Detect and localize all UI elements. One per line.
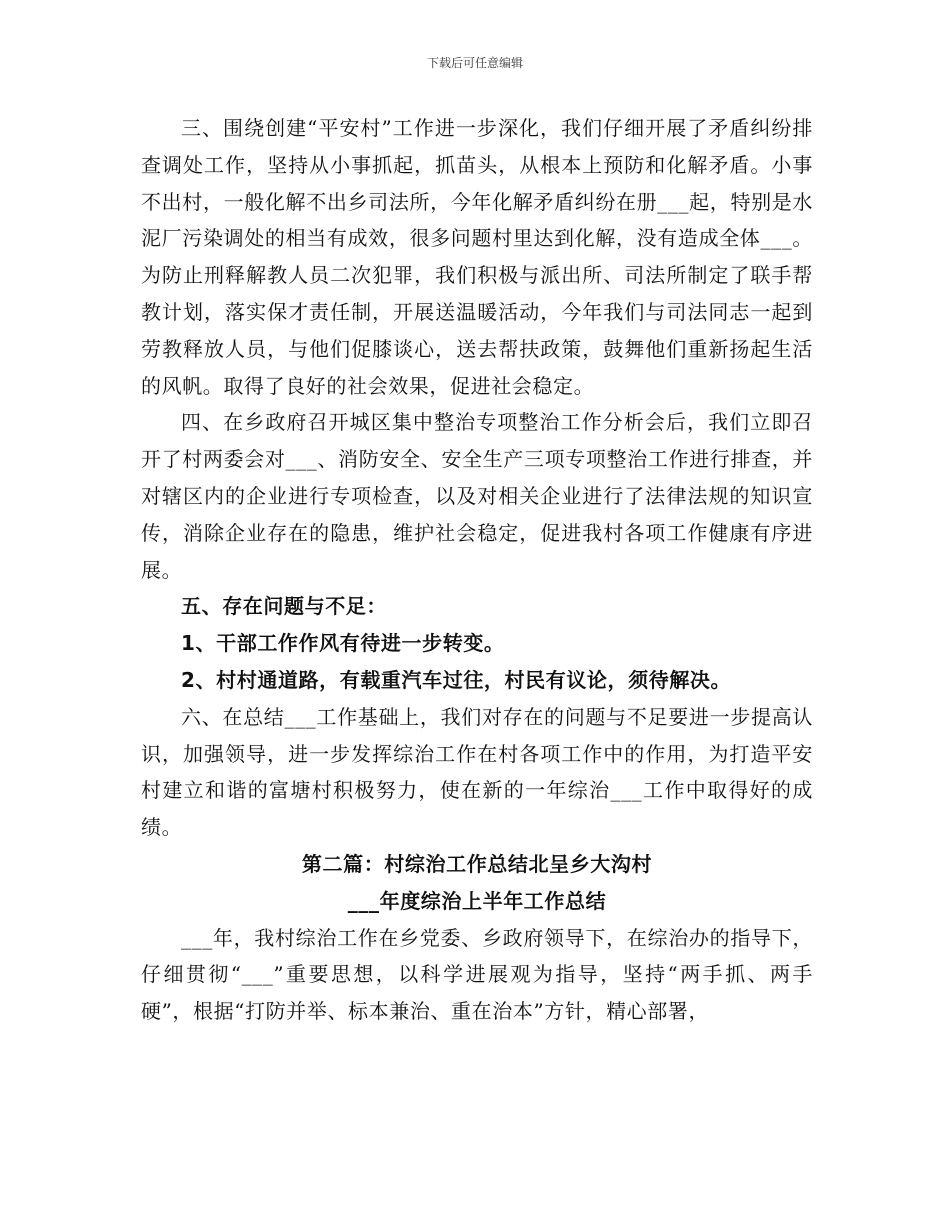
document-body [141,110,813,1030]
problem-item-1: 1、干部工作作风有待进一步转变。 [181,631,505,656]
header-note: 下载后可任意编辑 [426,56,523,70]
heading-problems: 五、存在问题与不足： [181,594,387,619]
article-title: 第二篇：村综治工作总结北呈乡大沟村 [301,851,653,876]
article-subtitle: ___年度综治上半年工作总结 [347,888,607,913]
article-intro-paragraph: ___年，我村综治工作在乡党委、乡政府领导下，在综治办的指导下，仔细贯彻“___”重要思想，以科学进展观为指导，坚持“两手抓、两手硬”，根据“打防并举、标本兼治、重在治本”方针，精心部署， [141,925,813,1024]
paragraph-section-6: 六、在总结___工作基础上，我们对存在的问题与不足要进一步提高认识，加强领导，进一步发挥综治工作在村各项工作中的作用，为打造平安村建立和谐的富塘村积极努力，使在新的一年综治___工作中取得好的成绩。 [141,704,813,840]
paragraph-section-4: 四、在乡政府召开城区集中整治专项整治工作分析会后，我们立即召开了村两委会对___、消防安全、安全生产三项专项整治工作进行排查，并对辖区内的企业进行专项检查，以及对相关企业进行了法律法规的知识宣传，消除企业存在的隐患，维护社会稳定，促进我村各项工作健康有序进展。 [141,410,813,582]
problem-item-2: 2、村村通道路，有载重汽车过往，村民有议论，须待解决。 [181,667,732,692]
paragraph-section-3: 三、围绕创建“平安村”工作进一步深化，我们仔细开展了矛盾纠纷排查调处工作，坚持从小事抓起，抓苗头，从根本上预防和化解矛盾。小事不出村，一般化解不出乡司法所，今年化解矛盾纠纷在册___起，特别是水泥厂污染调处的相当有成效，很多问题村里达到化解，没有造成全体___。为防止刑释解教人员二次犯罪，我们积极与派出所、司法所制定了联手帮教计划，落实保才责任制，开展送温暖活动，今年我们与司法同志一起到劳教释放人员，与他们促膝谈心，送去帮扶政策，鼓舞他们重新扬起生活的风帆。取得了良好的社会效果，促进社会稳定。 [141,116,813,398]
